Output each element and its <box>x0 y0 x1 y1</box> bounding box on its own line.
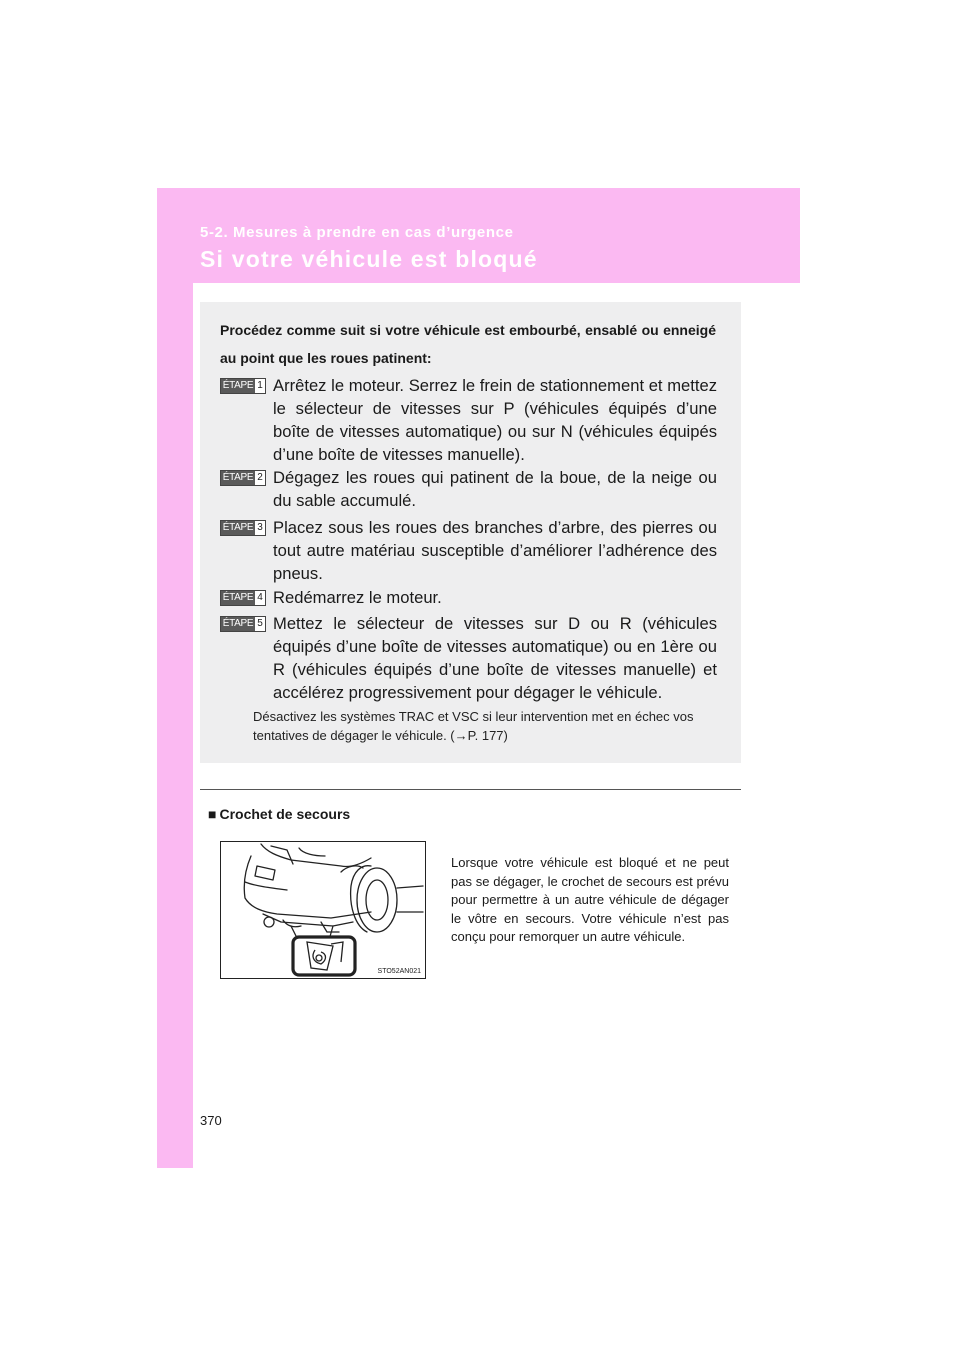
page-number: 370 <box>200 1113 222 1128</box>
step-note: Désactivez les systèmes TRAC et VSC si leur intervention met en échec vos tentatives de dégager le véhicule. (→P. 177) <box>253 709 694 743</box>
procedure-intro: Procédez comme suit si votre véhicule est embourbé, ensablé ou enneigé au point que les roues patinent: <box>220 322 716 366</box>
towing-hook-heading: ■ Crochet de secours <box>208 806 351 822</box>
step-text: Dégagez les roues qui patinent de la boue, de la neige ou du sable accumulé. <box>273 468 717 510</box>
procedure-box <box>200 302 741 763</box>
chapter-sidebar <box>157 188 193 1168</box>
step-text: Placez sous les roues des branches d’arbre, des pierres ou tout autre matériau susceptible d’améliorer l’adhérence des pneus. <box>273 518 717 583</box>
page-title: Si votre véhicule est bloqué <box>200 246 538 272</box>
step-text: Arrêtez le moteur. Serrez le frein de stationnement et mettez le sélecteur de vitesses sur P (véhicules équipés d’une boîte de vitesses automatique) ou sur N (véhicules équipés d’une boîte de vitesses manuelle). <box>273 376 717 464</box>
step-badge: ÉTAPE 4 <box>220 590 266 606</box>
step-badge: ÉTAPE 3 <box>220 520 266 536</box>
section-divider <box>200 789 741 790</box>
step-badge: ÉTAPE 1 <box>220 378 266 394</box>
bullet-square-icon: ■ <box>208 806 217 822</box>
towing-hook-illustration <box>220 841 426 979</box>
step-text: Redémarrez le moteur. <box>273 588 442 607</box>
step-text: Mettez le sélecteur de vitesses sur D ou R (véhicules équipés d’une boîte de vitesses automatique) ou en 1ère ou R (véhicules équipés d’une boîte de vitesses manuelle) et accélérez progressivement pour dégager le véhicule. <box>273 614 717 702</box>
figure-code: STO52AN021 <box>377 968 421 975</box>
vehicle-rear-illustration <box>221 842 425 978</box>
towing-hook-description: Lorsque votre véhicule est bloqué et ne peut pas se dégager, le crochet de secours est prévu pour permettre à un autre véhicule de dégager le vôtre en secours. Votre véhicule n’est pas conçu pour remorquer un autre véhicule. <box>451 855 729 944</box>
step-badge: ÉTAPE 5 <box>220 616 266 632</box>
section-label: 5-2. Mesures à prendre en cas d’urgence <box>200 224 514 241</box>
step-badge: ÉTAPE 2 <box>220 470 266 486</box>
